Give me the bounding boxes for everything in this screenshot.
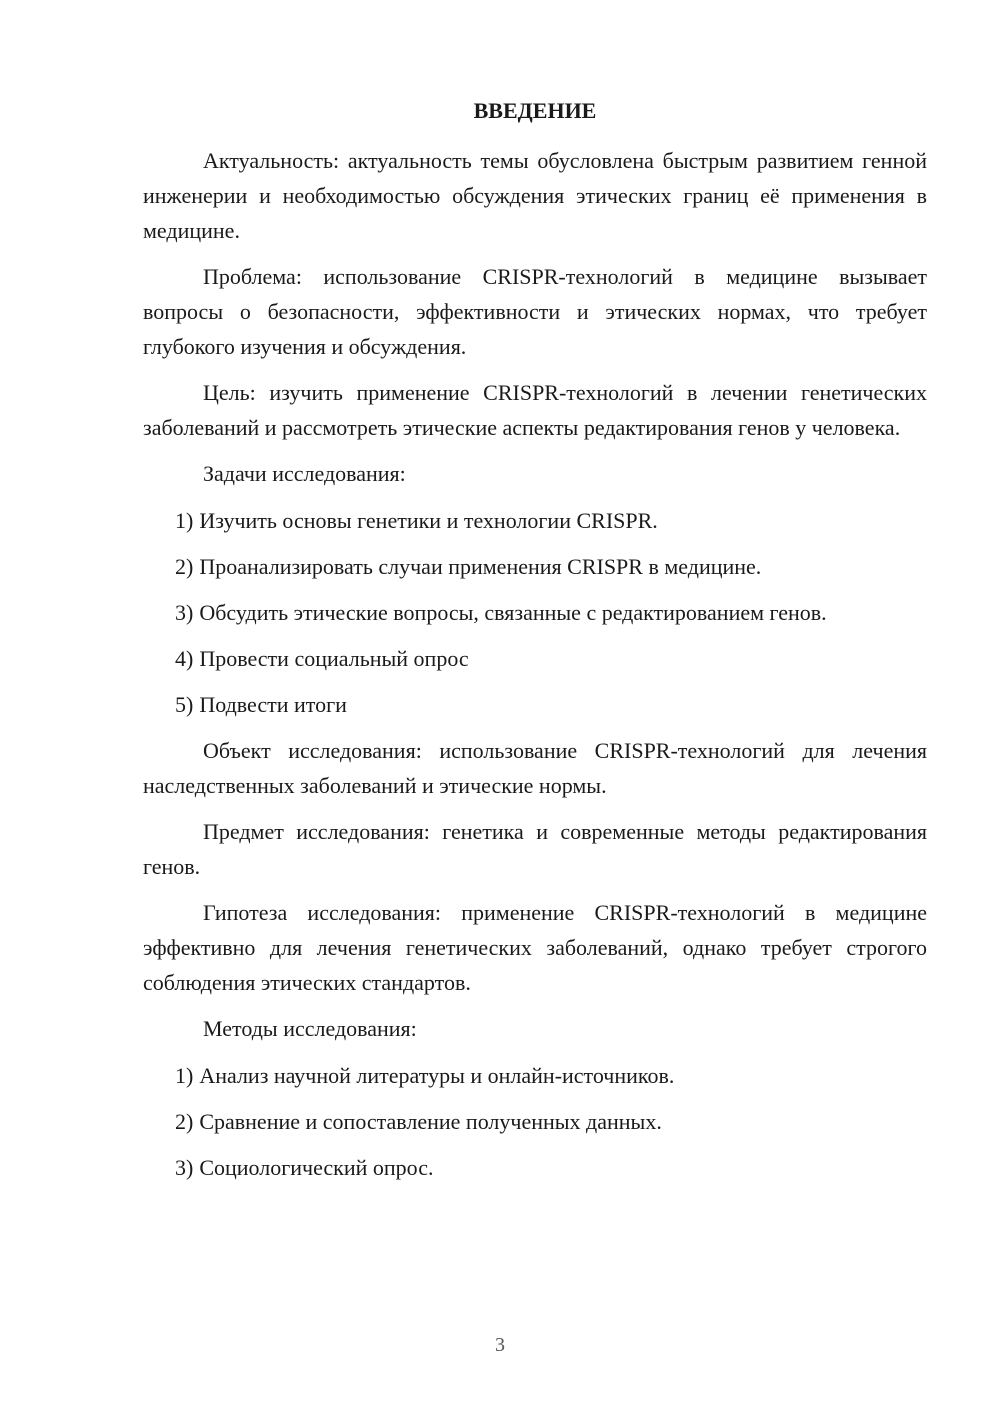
list-item xyxy=(143,1150,927,1185)
tasks-list xyxy=(143,503,927,722)
list-item xyxy=(143,595,927,630)
list-item-number: 5) xyxy=(175,692,194,717)
list-item-text: Сравнение и сопоставление полученных данных. xyxy=(199,1109,662,1134)
relevance-paragraph: Актуальность: актуальность темы обусловлена быстрым развитием генной инженерии и необходимостью обсуждения этических границ её применения в медицине. xyxy=(143,148,927,243)
list-item xyxy=(143,687,927,722)
tasks-intro: Задачи исследования: xyxy=(203,461,406,486)
list-item-number: 3) xyxy=(175,600,194,625)
list-item xyxy=(143,641,927,676)
list-item-text: Подвести итоги xyxy=(199,692,347,717)
section-heading: ВВЕДЕНИЕ xyxy=(473,98,597,123)
list-item xyxy=(143,1104,927,1139)
list-item-text: Изучить основы генетики и технологии CRISPR. xyxy=(199,508,658,533)
list-item-text: Проанализировать случаи применения CRISPR в медицине. xyxy=(199,554,762,579)
list-item-text: Провести социальный опрос xyxy=(199,646,469,671)
list-item xyxy=(143,1058,927,1093)
list-item-text: Анализ научной литературы и онлайн-источников. xyxy=(199,1063,675,1088)
list-item-text: Обсудить этические вопросы, связанные с редактированием генов. xyxy=(199,600,827,625)
methods-list xyxy=(143,1058,927,1185)
page-content xyxy=(143,95,927,1196)
methods-intro: Методы исследования: xyxy=(203,1016,417,1041)
list-item-number: 2) xyxy=(175,1109,194,1134)
page-number: 3 xyxy=(495,1334,505,1356)
hypothesis-paragraph: Гипотеза исследования: применение CRISPR-технологий в медицине эффективно для лечения генетических заболеваний, однако требует строгого соблюдения этических стандартов. xyxy=(143,900,927,995)
list-item-number: 4) xyxy=(175,646,194,671)
goal-paragraph: Цель: изучить применение CRISPR-технологий в лечении генетических заболеваний и рассмотреть этические аспекты редактирования генов у человека. xyxy=(143,380,927,440)
list-item-text: Социологический опрос. xyxy=(199,1155,434,1180)
list-item xyxy=(143,549,927,584)
list-item-number: 1) xyxy=(175,1063,194,1088)
list-item-number: 1) xyxy=(175,508,194,533)
list-item-number: 2) xyxy=(175,554,194,579)
object-paragraph: Объект исследования: использование CRISPR-технологий для лечения наследственных заболеваний и этические нормы. xyxy=(143,738,927,798)
problem-paragraph: Проблема: использование CRISPR-технологий в медицине вызывает вопросы о безопасности, эффективности и этических нормах, что требует глубокого изучения и обсуждения. xyxy=(143,264,927,359)
list-item-number: 3) xyxy=(175,1155,194,1180)
subject-paragraph: Предмет исследования: генетика и современные методы редактирования генов. xyxy=(143,819,927,879)
list-item xyxy=(143,503,927,538)
